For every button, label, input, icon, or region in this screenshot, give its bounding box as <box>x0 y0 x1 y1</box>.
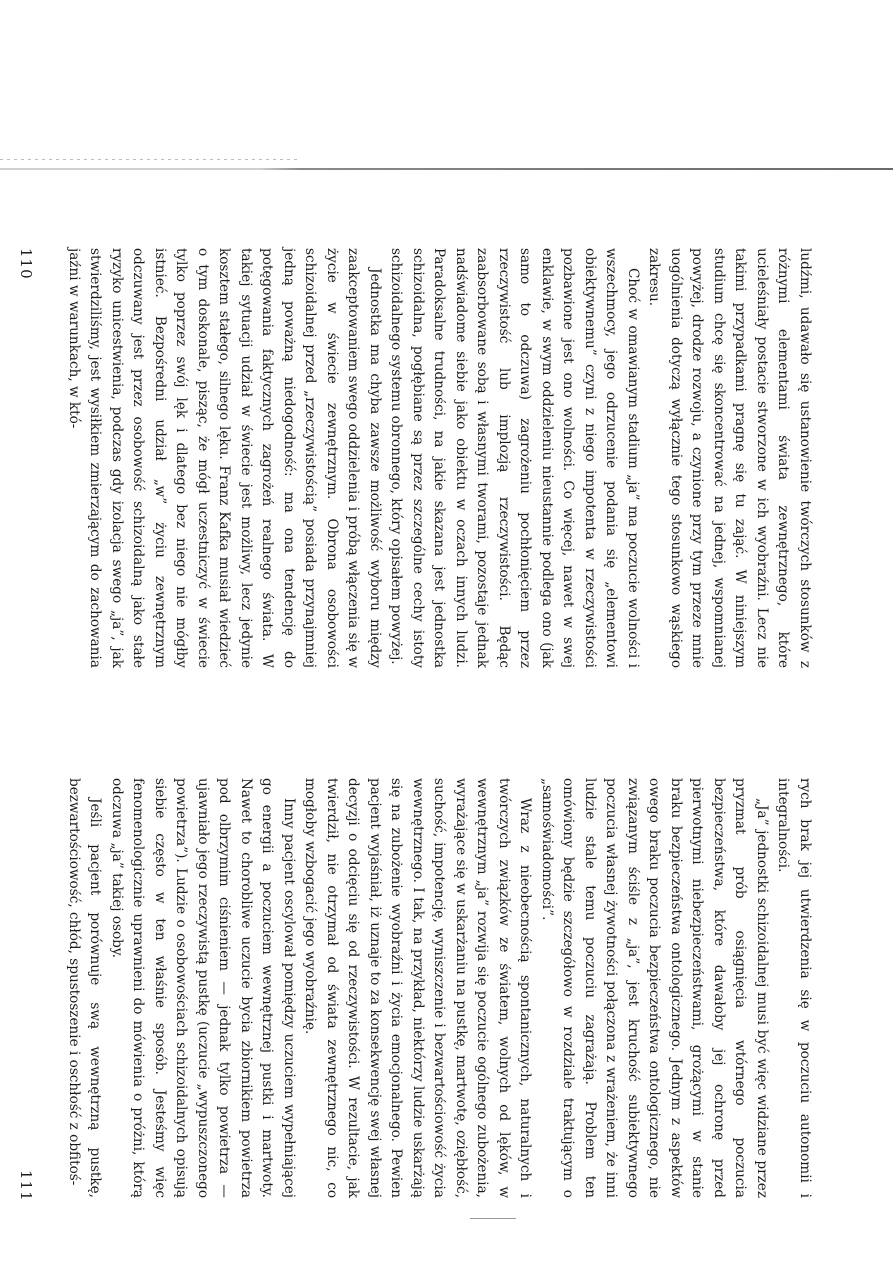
scan-mark-line <box>470 1218 516 1219</box>
page-111-text <box>63 778 816 1198</box>
page-110 <box>0 200 893 730</box>
paragraph: rych brak jej utwierdzenia się w poczuciu autonomii i integralności. <box>775 778 813 1198</box>
paragraph: Inny pacjent oscylował pomiędzy uczuciem wypełniającej go energii a poczuciem wewnętrznej pustki i martwoty. Nawet to chorobliwe uczucie bycia zbiornikiem powietrza pod olbrzymim ciśnieniem — jednak tylko powietrza — ujawniało jego rzeczywistą pustkę (uczucie „wypuszczonego powietrza”). Ludzie o osobowościach schizoidalnych opisują siebie często w ten właśnie sposób. Jesteśmy więc fenomenologicznie uprawnieni do mówienia o próżni, którą odczuwa „ja” takiej osoby. <box>109 778 297 1198</box>
page-111 <box>0 730 893 1260</box>
paragraph: Wraz z nieobecnością spontanicznych, naturalnych i twórczych związków ze światem, wolnych od lęków, w wewnętrznym „ja” rozwija się poczucie ogólnego zubożenia, wyrażające się w uskarżaniu na pustkę, martwotę, oziębłość, suchość, impotencję, wyniszczenie i bezwartościowość życia wewnętrznego. I tak, na przykład, niektórzy ludzie uskarżają się na zubożenie wyobraźni i życia emocjonalnego. Pewien pacjent wyjaśniał, iż uznaje to za konsekwencję swej własnej decyzji o odcięciu się od rzeczywistości. W rezultacie, jak twierdził, nie otrzymał od świata zewnętrznego nic, co mogłoby wzbogacić jego wyobraźnię. <box>302 778 534 1199</box>
paragraph: ludźmi, udawało się ustanowienie twórczych stosunków z różnymi elementami świata zewnętrznego, które ucieleśniały postacie stworzone w ich wyobraźni. Lecz nie takimi przypadkami pragnę się tu zająć. W niniejszym studium chcę się skoncentrować na jednej, wspomnianej powyżej, drodze rozwoju, a czynione przy tym przeze mnie uogólnienia dotyczą wyłącznie tego stosunkowo wąskiego zakresu. <box>646 248 813 668</box>
page-number: 111 <box>17 1170 35 1202</box>
scan-page-edge <box>0 168 893 170</box>
page-110-text <box>63 248 816 668</box>
paragraph: Jednostka ma chyba zawsze możliwość wyboru między zaakceptowaniem swego oddzielenia i próbą włączenia się w życie w świecie zewnętrznym. Obrona osobowości schizoidalnej przed „rzeczywistością” posiada przynajmniej jedną poważną niedogodność: ma ona tendencję do potęgowania faktycznych zagrożeń realnego świata. W takiej sytuacji udział w świecie jest możliwy, lecz jedynie kosztem stałego, silnego lęku. Franz Kafka musiał wiedzieć o tym doskonale, pisząc, że mógł uczestniczyć w świecie tylko poprzez swój lęk i dlatego bez niego nie mógłby istnieć. Bezpośredni udział „w” życiu zewnętrznym odczuwany jest przez osobowość schizoidalną jako stałe ryzyko unicestwienia, podczas gdy izolacja swego „ja”, jak stwierdziliśmy, jest wysiłkiem zmierzającym do zachowania jaźni w warunkach, w któ- <box>66 248 383 668</box>
paragraph: Choć w omawianym stadium „ja” ma poczucie wolności i wszechmocy, jego odrzucenie podania się „elementowi obiektywnemu” czyni z niego impotenta w rzeczywistości pozbawione jest ono wolności. Co więcej, nawet w swej enklawie, w swym oddzieleniu nieustannie podlega ono (jak samo to odczuwa) zagrożeniu pochłonięciem przez rzeczywistość lub implozją rzeczywistości. Będąc zaabsorbowane sobą i własnymi tworami, pozostaje jednak nadświadome siebie jako obiektu w oczach innych ludzi. Paradoksalne trudności, na jakie skazana jest jednostka schizoidalna, pogłębiane są przez szczególne cechy istoty schizoidalnego systemu obronnego, który opisałem powyżej. <box>388 248 641 668</box>
book-spread <box>0 200 893 1260</box>
page-number: 110 <box>17 248 35 280</box>
paragraph: „Ja” jednostki schizoidalnej musi być więc widziane przez pryzmat prób osiągnięcia wtórnego poczucia bezpieczeństwa, które dawałoby jej ochronę przed pierwotnymi niebezpieczeństwami, grożącymi w stanie braku bezpieczeństwa ontologicznego. Jednym z aspektów owego braku poczucia bezpieczeństwa ontologicznego, nie związanym ściśle z „ja”, jest kruchość subiektywnego poczucia własnej żywotności połączona z wrażeniem, że inni ludzie stale temu poczuciu zagrażają. Problem ten omówiony będzie szczegółowo w rozdziale traktującym o „samoświadomości”. <box>539 778 770 1198</box>
paragraph: Jeśli pacjent porównuje swą wewnętrzną pustkę, bezwartościowość, chłód, spustoszenie i oschłość z obfitoś- <box>66 778 104 1198</box>
scan-edge-dots <box>0 159 300 160</box>
